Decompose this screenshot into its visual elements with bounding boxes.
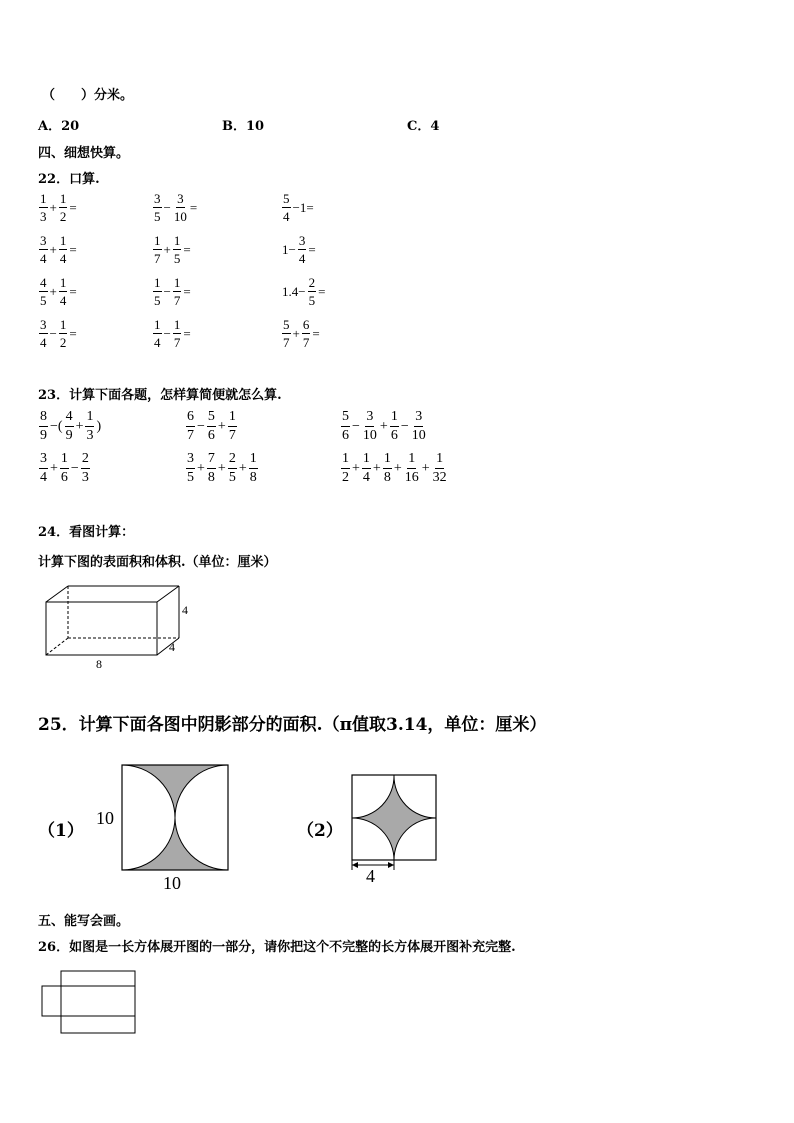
operator: + <box>163 241 171 257</box>
q21-option-c: C．4 <box>407 119 440 134</box>
denominator: 5 <box>308 293 316 308</box>
denominator: 10 <box>173 209 187 224</box>
numerator: 1 <box>40 191 47 206</box>
operator: = <box>308 241 316 257</box>
denominator: 6 <box>390 428 398 443</box>
numerator: 1 <box>85 410 94 427</box>
denominator: 8 <box>249 470 257 485</box>
q26-title: 26．如图是一长方体展开图的一部分，请你把这个不完整的长方体展开图补充完整. <box>38 940 516 955</box>
operator: − <box>70 460 79 476</box>
operator: 1− <box>282 241 296 257</box>
numerator: 3 <box>365 410 374 427</box>
operator: + <box>217 418 226 434</box>
section-5-heading: 五、能写会画。 <box>38 914 130 929</box>
operator: − <box>163 283 171 299</box>
numerator: 1 <box>383 452 392 469</box>
numerator: 1 <box>59 191 67 206</box>
q22-title: 22．口算. <box>38 172 100 187</box>
numerator: 1 <box>249 452 258 469</box>
operator: = <box>312 325 320 341</box>
numerator: 1 <box>154 275 161 290</box>
denominator: 4 <box>298 251 306 266</box>
numerator: 2 <box>81 452 90 469</box>
operator: + <box>49 283 57 299</box>
denominator: 3 <box>86 428 94 443</box>
denominator: 6 <box>342 428 349 443</box>
cuboid-height-label: 4 <box>182 603 188 617</box>
operator: + <box>238 460 247 476</box>
numerator: 3 <box>186 452 195 469</box>
denominator: 5 <box>187 470 194 485</box>
numerator: 1 <box>228 410 237 427</box>
numerator: 1 <box>59 233 67 248</box>
cuboid-length-label: 8 <box>96 657 102 671</box>
operator: + <box>352 460 360 476</box>
numerator: 1 <box>173 317 181 332</box>
operator: + <box>372 460 381 476</box>
denominator: 3 <box>40 209 47 224</box>
numerator: 1 <box>173 275 181 290</box>
q25-fig2-measure-label: 4 <box>366 866 375 886</box>
operator: + <box>393 460 402 476</box>
operator: −( <box>50 418 63 434</box>
numerator: 5 <box>283 317 290 332</box>
denominator: 4 <box>40 335 47 350</box>
operator: = <box>183 325 191 341</box>
numerator: 5 <box>283 191 290 206</box>
operator: + <box>75 418 84 434</box>
numerator: 2 <box>308 275 316 290</box>
operator: + <box>421 460 430 476</box>
denominator: 7 <box>302 335 310 350</box>
numerator: 1 <box>407 452 416 469</box>
denominator: 7 <box>173 335 181 350</box>
numerator: 1 <box>173 233 181 248</box>
denominator: 5 <box>228 470 236 485</box>
denominator: 2 <box>342 470 349 485</box>
numerator: 3 <box>177 191 184 206</box>
denominator: 5 <box>173 251 181 266</box>
denominator: 5 <box>154 293 161 308</box>
numerator: 3 <box>39 452 48 469</box>
numerator: 2 <box>228 452 237 469</box>
operator: = <box>69 325 77 341</box>
denominator: 2 <box>59 209 67 224</box>
q25-fig1-side-label: 10 <box>96 808 114 828</box>
denominator: 5 <box>154 209 161 224</box>
denominator: 5 <box>40 293 47 308</box>
denominator: 4 <box>154 335 161 350</box>
numerator: 4 <box>40 275 47 290</box>
numerator: 1 <box>59 317 67 332</box>
numerator: 1 <box>60 452 69 469</box>
q25-title: 25．计算下面各图中阴影部分的面积.（π值取3.14，单位：厘米） <box>38 715 547 735</box>
denominator: 9 <box>65 428 73 443</box>
denominator: 9 <box>40 428 47 443</box>
numerator: 3 <box>298 233 306 248</box>
operator: + <box>217 460 226 476</box>
numerator: 1 <box>390 410 399 427</box>
net-outline <box>61 971 135 1033</box>
operator: + <box>197 460 205 476</box>
denominator: 6 <box>60 470 68 485</box>
numerator: 3 <box>40 233 47 248</box>
q21-option-a: A．20 <box>38 119 80 134</box>
denominator: 6 <box>207 428 215 443</box>
denominator: 4 <box>362 470 370 485</box>
operator: + <box>292 325 300 341</box>
denominator: 4 <box>59 251 67 266</box>
operator: = <box>69 241 77 257</box>
operator: = <box>318 283 326 299</box>
operator: = <box>183 241 191 257</box>
operator: + <box>50 460 58 476</box>
numerator: 6 <box>302 317 310 332</box>
net-side-face <box>42 986 61 1016</box>
numerator: 5 <box>207 410 216 427</box>
denominator: 10 <box>362 428 377 443</box>
denominator: 10 <box>411 428 426 443</box>
numerator: 3 <box>414 410 423 427</box>
operator: = <box>189 199 198 215</box>
q23-title: 23．计算下面各题，怎样算简便就怎么算. <box>38 388 282 403</box>
denominator: 8 <box>207 470 215 485</box>
q25-fig1-bottom-label: 10 <box>163 873 181 893</box>
operator: −1= <box>292 199 314 215</box>
numerator: 7 <box>207 452 216 469</box>
operator: − <box>197 418 205 434</box>
numerator: 4 <box>65 410 74 427</box>
denominator: 7 <box>187 428 194 443</box>
operator: − <box>352 418 360 434</box>
denominator: 4 <box>40 251 47 266</box>
numerator: 1 <box>59 275 67 290</box>
q21-option-b: B．10 <box>222 119 265 134</box>
q24-subtitle: 计算下图的表面积和体积.（单位：厘米） <box>38 555 277 570</box>
numerator: 6 <box>186 410 195 427</box>
operator: = <box>183 283 191 299</box>
operator: 1.4− <box>282 283 306 299</box>
operator: = <box>69 199 77 215</box>
operator: + <box>379 418 388 434</box>
denominator: 7 <box>283 335 290 350</box>
numerator: 3 <box>40 317 47 332</box>
operator: − <box>163 325 171 341</box>
denominator: 4 <box>283 209 290 224</box>
numerator: 1 <box>341 452 350 469</box>
denominator: 32 <box>432 470 447 485</box>
q24-title: 24．看图计算： <box>38 525 135 540</box>
numerator: 3 <box>154 191 161 206</box>
numerator: 1 <box>362 452 371 469</box>
operator: + <box>49 199 57 215</box>
q21-tail: （ ）分米。 <box>42 88 134 103</box>
q25-fig2-label: （2） <box>297 821 343 841</box>
denominator: 4 <box>40 470 47 485</box>
q25-fig1-label: （1） <box>38 821 84 841</box>
numerator: 1 <box>154 317 161 332</box>
denominator: 16 <box>404 470 419 485</box>
operator: + <box>49 241 57 257</box>
operator: − <box>400 418 409 434</box>
operator: − <box>49 325 57 341</box>
denominator: 8 <box>383 470 391 485</box>
denominator: 2 <box>59 335 67 350</box>
operator: = <box>69 283 77 299</box>
denominator: 4 <box>59 293 67 308</box>
denominator: 7 <box>173 293 181 308</box>
operator: ) <box>96 418 102 434</box>
denominator: 7 <box>154 251 161 266</box>
numerator: 5 <box>341 410 350 427</box>
numerator: 1 <box>435 452 444 469</box>
cuboid-depth-label: 4 <box>169 640 175 654</box>
denominator: 7 <box>228 428 236 443</box>
numerator: 1 <box>154 233 161 248</box>
operator: − <box>163 199 171 215</box>
numerator: 8 <box>39 410 48 427</box>
section-4-heading: 四、细想快算。 <box>38 146 130 161</box>
denominator: 3 <box>81 470 89 485</box>
